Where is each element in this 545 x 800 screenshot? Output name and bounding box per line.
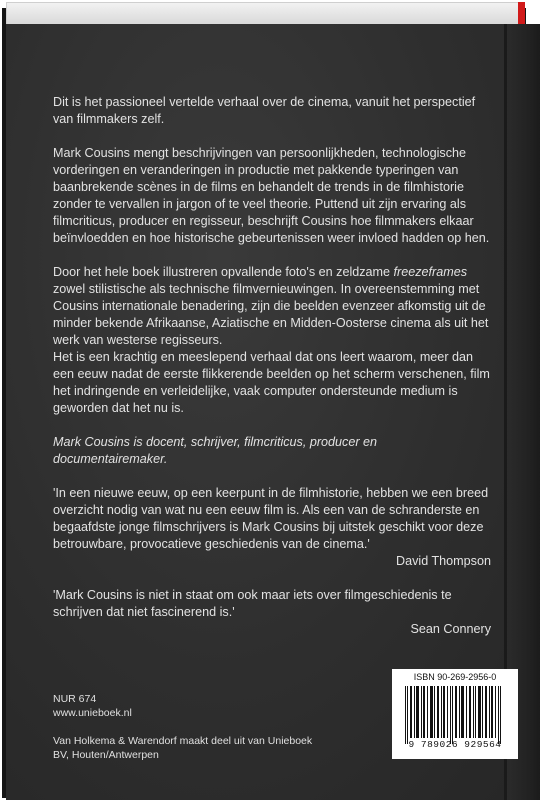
quote-connery-author: Sean Connery [410,622,491,636]
website-link[interactable]: www.unieboek.nl [53,707,132,719]
summary-paragraph: Het is een krachtig en meeslepend verhaal dat ons leert waarom, meer dan een eeuw nadat de eerste flikkerende beelden op het scherm verschenen, film het indringende en verleidelijke, vaak computer ondersteunde medium is geworden dat het nu is. [53,350,490,415]
bookmark-ribbon [518,2,525,24]
ean-number: 9 789026 929564 [408,739,502,750]
illustrations-text-start: Door het hele boek illustreren opvallende foto's en zeldzame [53,265,394,279]
quote-thompson-author: David Thompson [396,554,491,568]
illustrations-paragraph [53,264,491,349]
quote-connery: 'Mark Cousins is niet in staat om ook maar iets over filmgeschiedenis te schrijven dat niet fascinerend is.' [53,588,452,619]
page-edges [6,2,520,25]
intro-paragraph: Dit is het passioneel vertelde verhaal over de cinema, vanuit het perspectief van filmmakers zelf. [53,95,476,126]
freezeframes-term: freezeframes [393,265,468,279]
blurb-text [53,94,491,638]
barcode-label [392,669,518,759]
publisher-statement: Van Holkema & Warendorf maakt deel uit van Unieboek BV, Houten/Antwerpen [53,735,313,761]
publisher-info [53,692,313,762]
nur-code: NUR 674 [53,693,97,705]
isbn-number: ISBN 90-269-2956-0 [413,672,497,682]
author-note: Mark Cousins is docent, schrijver, filmcriticus, producer en documentairemaker. [53,435,378,466]
illustrations-text-end: zowel stilistische als technische filmvernieuwingen. In overeenstemming met Cousins internationale benadering, zijn die beelden evenzeer afkomstig uit de minder bekende Afrikaanse, Aziatische en Midden-Oosterse cinema als uit het werk van westerse regisseurs. [53,282,489,347]
barcode-icon [392,683,518,745]
quote-thompson: 'In een nieuwe eeuw, op een keerpunt in de filmhistorie, hebben we een breed overzicht nodig van wat nu een eeuw film is. Als een van de schranderste en begaafdste jonge filmschrijvers is Mark Cousins bij uitstek geschikt voor deze betrouwbare, provocatieve geschiedenis van de cinema.' [53,486,489,551]
description-paragraph: Mark Cousins mengt beschrijvingen van persoonlijkheden, technologische vorderingen en veranderingen in productie met pakkende typeringen van baanbrekende scènes in de films en behandelt de trends in de filmhistorie zonder te vervallen in jargon of te veel theorie. Puttend uit zijn ervaring als filmcriticus, producer en regisseur, beschrijft Cousins hoe filmmakers elkaar beïnvloedden en hoe historische gebeurtenissen weer invloed hadden op hen. [53,146,490,245]
